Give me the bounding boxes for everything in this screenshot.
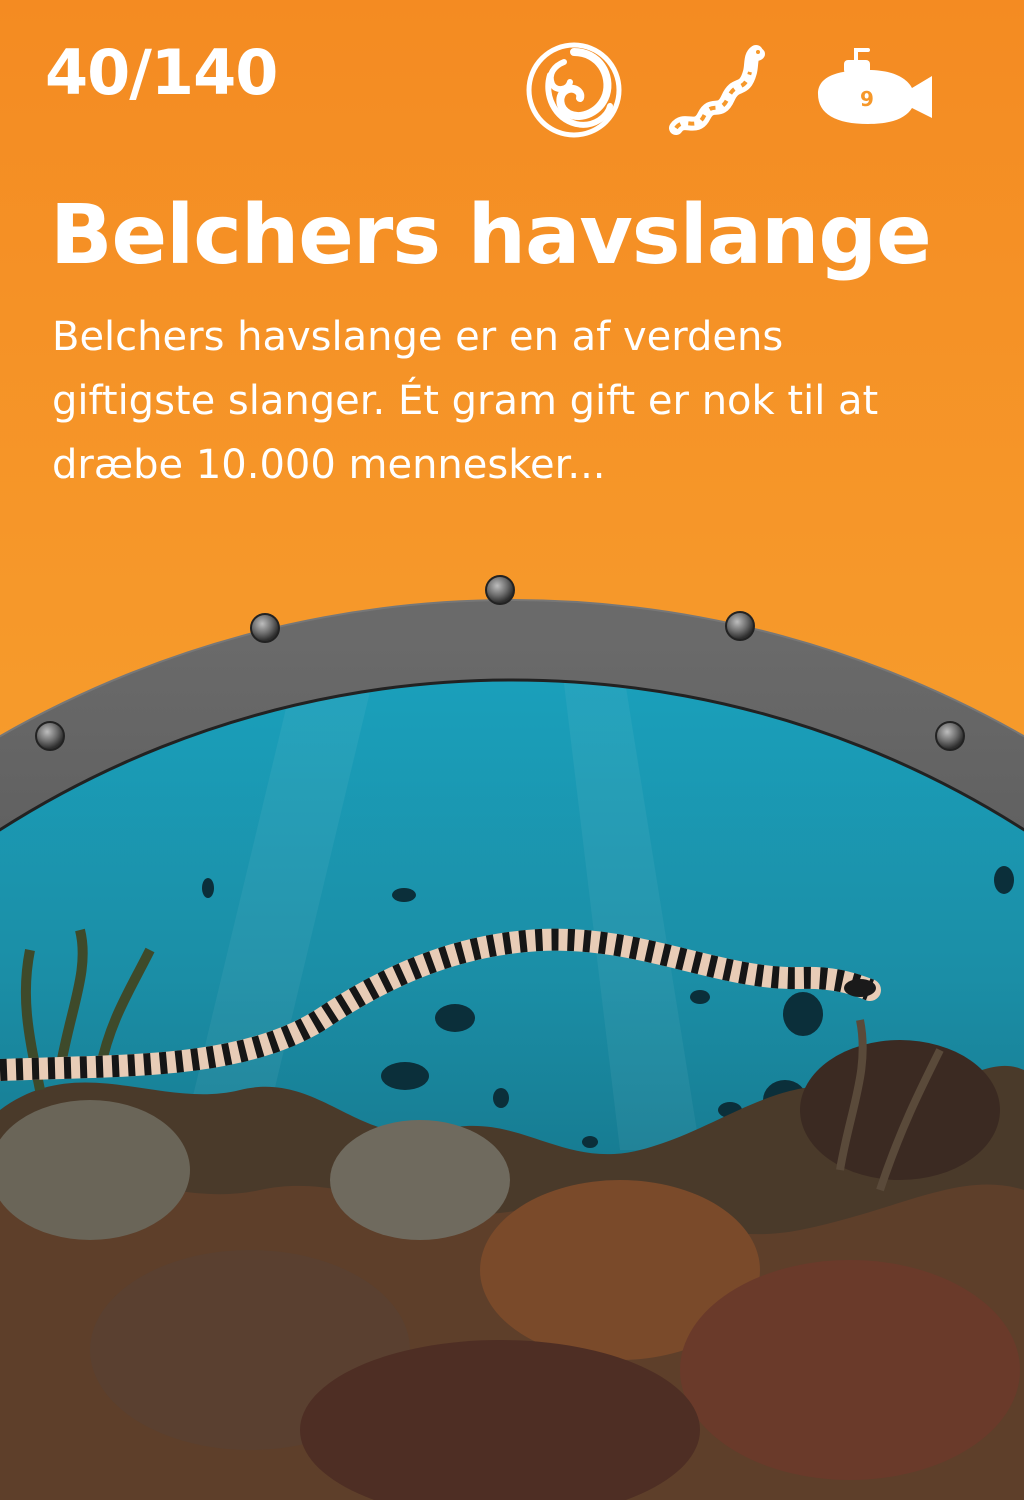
ocean-swirl-icon [524, 40, 624, 144]
snake-icon [666, 42, 766, 142]
submarine-icon [808, 42, 938, 136]
card-counter: 40/140 [45, 36, 278, 109]
porthole-scene [0, 550, 1024, 1500]
card-title: Belchers havslange [50, 188, 931, 283]
card-description: Belchers havslange er en af verdens giftigste slanger. Ét gram gift er nok til at dræbe 10.000 mennesker... [52, 314, 879, 488]
submarine-badge: 9 [860, 87, 874, 111]
